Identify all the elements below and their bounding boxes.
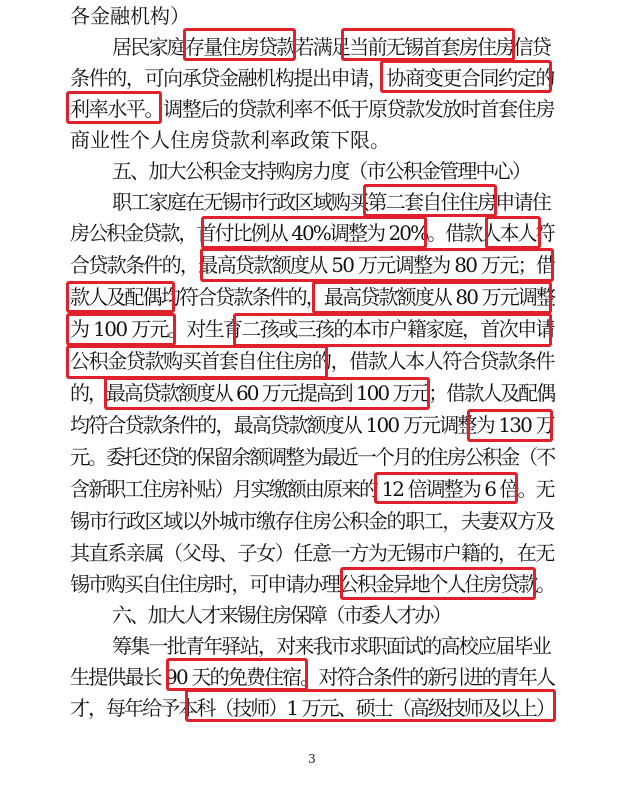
text-line-23: 才，每年给予本科（技师）1 万元、硕士（高级技师及以上） — [70, 696, 555, 720]
text-line-3: 条件的，可向承贷金融机构提出申请，协商变更合同约定的 — [70, 66, 554, 90]
section-heading-6: 六、加大人才来锡住房保障（市委人才办） — [112, 603, 450, 627]
text-line-8: 房公积金贷款，首付比例从 40%调整为 20%。借款人本人符 — [70, 221, 554, 245]
text-line-18: 其直系亲属（父母、子女）任意一方为无锡市户籍的，在无 — [70, 541, 554, 565]
section-heading-5: 五、加大公积金支持购房力度（市公积金管理中心） — [112, 159, 530, 183]
text-line-9: 合贷款条件的，最高贷款额度从 50 万元调整为 80 万元；借 — [70, 253, 555, 277]
text-line-15: 元。委托还贷的保留余额调整为最近一个月的住房公积金（不 — [70, 445, 554, 469]
text-line-13: 的，最高贷款额度从 60 万元提高到 100 万元；借款人及配偶 — [70, 381, 555, 405]
text-line-2: 居民家庭存量住房贷款若满足当前无锡首套房住房信贷 — [112, 35, 550, 59]
text-line-11: 为 100 万元。对生育二孩或三孩的本市户籍家庭，首次申请 — [70, 317, 554, 341]
text-line-14: 均符合贷款条件的，最高贷款额度从 100 万元调整为 130 万 — [70, 413, 554, 437]
text-line-1: 各金融机构） — [70, 4, 190, 28]
text-line-16: 含新职工住房补贴）月实缴额由原来的 12 倍调整为 6 倍。无 — [70, 477, 554, 501]
text-line-12: 公积金贷款购买首套自住住房的，借款人本人符合贷款条件 — [70, 349, 554, 373]
text-line-7: 职工家庭在无锡市行政区域购买第二套自住住房申请住 — [112, 190, 550, 214]
text-line-19: 锡市购买自住住房时，可申请办理公积金异地个人住房贷款。 — [70, 572, 554, 596]
text-line-21: 筹集一批青年驿站，对来我市求职面试的高校应届毕业 — [112, 634, 550, 658]
text-line-10: 款人及配偶均符合贷款条件的，最高贷款额度从 80 万元调整 — [70, 285, 555, 309]
text-line-4: 利率水平。调整后的贷款利率不低于原贷款发放时首套住房 — [70, 97, 554, 121]
text-line-22: 生提供最长 90 天的免费住宿。对符合条件的新引进的青年人 — [70, 665, 555, 689]
text-line-17: 锡市行政区域以外城市缴存住房公积金的职工，夫妻双方及 — [70, 509, 554, 533]
page-number: 3 — [308, 752, 316, 766]
text-line-5: 商业性个人住房贷款利率政策下限。 — [70, 128, 390, 152]
